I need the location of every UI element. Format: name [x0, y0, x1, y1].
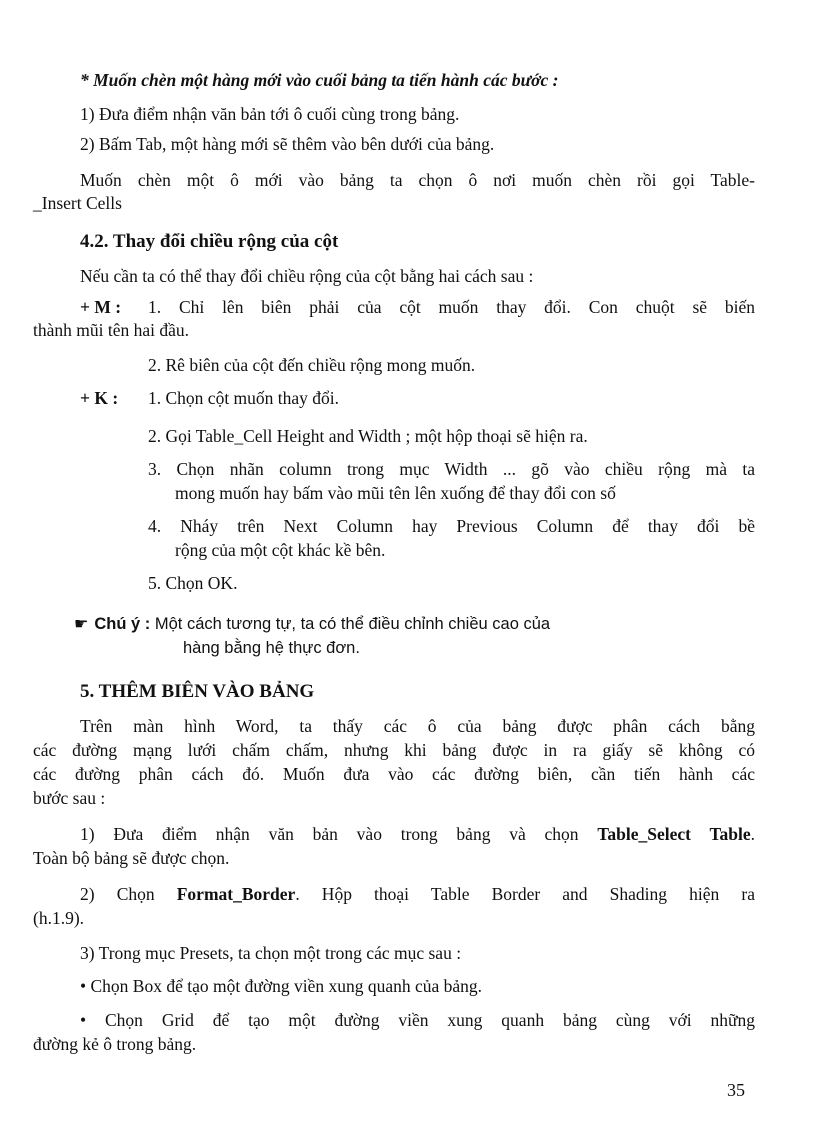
section-5-step-1-line-2: Toàn bộ bảng sẽ được chọn. — [33, 848, 230, 868]
insert-cell-line-2: _Insert Cells — [33, 193, 122, 213]
note-block — [74, 612, 550, 637]
step-2-end: . Hộp thoại Table Border and Shading hiện ra — [295, 884, 755, 904]
method-k-label: + K : — [80, 388, 119, 408]
bullet-grid-line-1: • Chọn Grid để tạo một đường viền xung quanh bảng cùng với những — [80, 1010, 755, 1030]
method-k-step-1: 1. Chọn cột muốn thay đổi. — [148, 388, 340, 408]
insert-row-step-2: 2) Bấm Tab, một hàng mới sẽ thêm vào bên dưới của bảng. — [80, 134, 495, 154]
bullet-grid-line-2: đường kẻ ô trong bảng. — [33, 1034, 197, 1054]
method-m-step-1-line-1: 1. Chỉ lên biên phải của cột muốn thay đổi. Con chuột sẽ biến — [148, 297, 755, 317]
section-5-step-3: 3) Trong mục Presets, ta chọn một trong các mục sau : — [80, 943, 462, 963]
step-2-command: Format_Border — [176, 884, 296, 904]
pointing-hand-icon: ☛ — [74, 616, 89, 633]
step-1-text: 1) Đưa điểm nhận văn bản vào trong bảng và chọn — [80, 824, 598, 844]
step-1-end: . — [750, 824, 755, 844]
insert-row-heading: * Muốn chèn một hàng mới vào cuối bảng ta tiến hành các bước : — [80, 70, 559, 90]
section-5-p1-line-1: Trên màn hình Word, ta thấy các ô của bảng được phân cách bằng — [80, 716, 755, 736]
note-line-2: hàng bằng hệ thực đơn. — [183, 639, 360, 657]
step-2-text: 2) Chọn — [80, 884, 177, 904]
method-m-label: + M : — [80, 297, 122, 317]
method-k-step-3-line-1: 3. Chọn nhãn column trong mục Width ... gõ vào chiều rộng mà ta — [148, 459, 755, 479]
bullet-box: • Chọn Box để tạo một đường viền xung quanh của bảng. — [80, 976, 483, 996]
method-k-step-5: 5. Chọn OK. — [148, 573, 238, 593]
section-4-2-title: 4.2. Thay đổi chiều rộng của cột — [80, 231, 339, 252]
section-5-title: 5. THÊM BIÊN VÀO BẢNG — [80, 681, 315, 702]
method-k-step-2: 2. Gọi Table_Cell Height and Width ; một hộp thoại sẽ hiện ra. — [148, 426, 588, 446]
method-k-step-3-line-2: mong muốn hay bấm vào mũi tên lên xuống để thay đổi con số — [175, 483, 616, 503]
section-5-step-2-line-1 — [80, 882, 755, 906]
section-5-step-1-line-1 — [80, 822, 755, 846]
step-1-command: Table_Select Table — [597, 824, 751, 844]
method-m-step-1-line-2: thành mũi tên hai đầu. — [33, 320, 190, 340]
insert-row-step-1: 1) Đưa điểm nhận văn bản tới ô cuối cùng trong bảng. — [80, 104, 460, 124]
section-5-step-2-line-2: (h.1.9). — [33, 908, 85, 928]
section-5-p1-line-4: bước sau : — [33, 788, 106, 808]
method-m-step-2: 2. Rê biên của cột đến chiều rộng mong muốn. — [148, 355, 476, 375]
page-number: 35 — [727, 1080, 745, 1100]
section-5-p1-line-2: các đường mạng lưới chấm chấm, nhưng khi bảng được in ra giấy sẽ không có — [33, 740, 755, 760]
section-4-2-intro: Nếu cần ta có thể thay đổi chiều rộng của cột bằng hai cách sau : — [80, 266, 534, 286]
insert-cell-line-1: Muốn chèn một ô mới vào bảng ta chọn ô nơi muốn chèn rồi gọi Table- — [80, 170, 755, 190]
section-5-p1-line-3: các đường phân cách đó. Muốn đưa vào các đường biên, cần tiến hành các — [33, 764, 755, 784]
method-k-step-4-line-1: 4. Nháy trên Next Column hay Previous Column để thay đổi bề — [148, 516, 755, 536]
note-line-1: Một cách tương tự, ta có thể điều chỉnh chiều cao của — [154, 615, 551, 633]
note-label: Chú ý : — [94, 615, 151, 633]
method-k-step-4-line-2: rộng của một cột khác kề bên. — [175, 540, 386, 560]
